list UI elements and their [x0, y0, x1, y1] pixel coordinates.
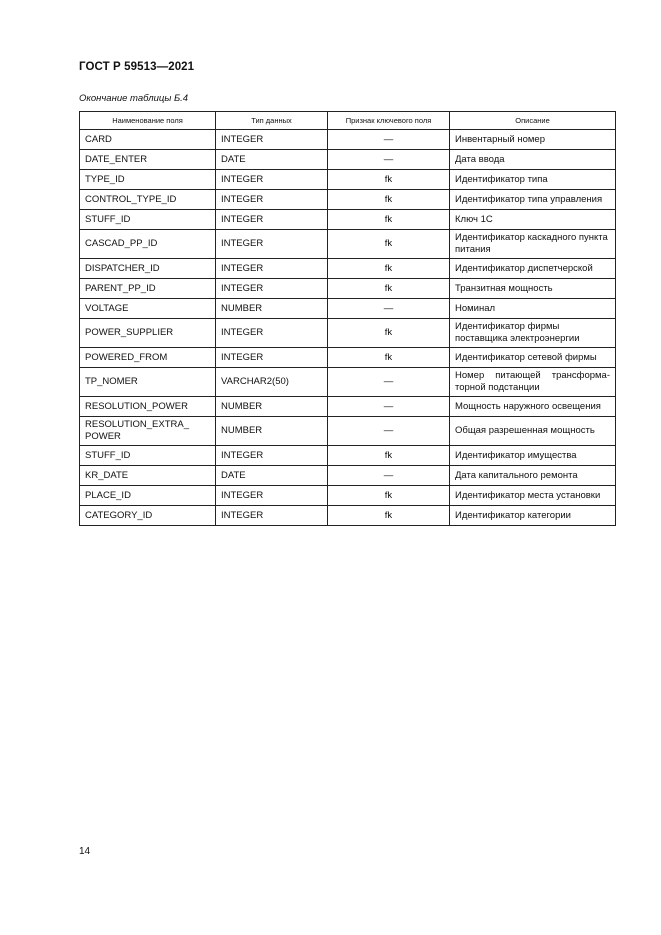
cell-key-flag: —: [328, 417, 450, 446]
table-body: [80, 130, 616, 526]
table-row: [80, 397, 616, 417]
document-header: ГОСТ Р 59513—2021: [79, 61, 195, 73]
table-row: [80, 259, 616, 279]
cell-description: Дата ввода: [450, 150, 616, 170]
cell-field-name: CASCAD_PP_ID: [80, 230, 216, 259]
cell-field-name: POWER_SUPPLIER: [80, 319, 216, 348]
cell-data-type: INTEGER: [216, 259, 328, 279]
table-row: [80, 348, 616, 368]
cell-data-type: NUMBER: [216, 417, 328, 446]
cell-field-name: DATE_ENTER: [80, 150, 216, 170]
cell-field-name: RESOLUTION_POWER: [80, 397, 216, 417]
table-row: [80, 446, 616, 466]
cell-key-flag: fk: [328, 446, 450, 466]
cell-key-flag: fk: [328, 348, 450, 368]
cell-field-name: KR_DATE: [80, 466, 216, 486]
cell-field-name: VOLTAGE: [80, 299, 216, 319]
cell-description: Идентификатор категории: [450, 506, 616, 526]
cell-data-type: DATE: [216, 466, 328, 486]
cell-description: Идентификатор каскадного пункта питания: [450, 230, 616, 259]
cell-field-name: CARD: [80, 130, 216, 150]
column-header-key-flag: Признак ключевого поля: [328, 112, 450, 130]
cell-data-type: INTEGER: [216, 446, 328, 466]
table-row: [80, 486, 616, 506]
cell-field-name: PLACE_ID: [80, 486, 216, 506]
cell-description: Идентификатор диспетчерской: [450, 259, 616, 279]
table-row: [80, 210, 616, 230]
cell-field-name: DISPATCHER_ID: [80, 259, 216, 279]
table-row: [80, 170, 616, 190]
cell-data-type: INTEGER: [216, 210, 328, 230]
cell-data-type: INTEGER: [216, 319, 328, 348]
cell-data-type: INTEGER: [216, 506, 328, 526]
table-row: [80, 417, 616, 446]
cell-field-name: TYPE_ID: [80, 170, 216, 190]
cell-data-type: NUMBER: [216, 299, 328, 319]
cell-field-name: STUFF_ID: [80, 210, 216, 230]
cell-description: Идентификатор места установки: [450, 486, 616, 506]
cell-key-flag: —: [328, 299, 450, 319]
cell-data-type: INTEGER: [216, 348, 328, 368]
cell-data-type: NUMBER: [216, 397, 328, 417]
table-caption: Окончание таблицы Б.4: [79, 93, 189, 104]
cell-data-type: DATE: [216, 150, 328, 170]
table-row: [80, 190, 616, 210]
cell-data-type: INTEGER: [216, 130, 328, 150]
fields-table: [79, 111, 616, 526]
cell-key-flag: fk: [328, 486, 450, 506]
cell-description: Мощность наружного освещения: [450, 397, 616, 417]
table-row: [80, 130, 616, 150]
table-row: [80, 150, 616, 170]
cell-description: Идентификатор сетевой фирмы: [450, 348, 616, 368]
cell-key-flag: fk: [328, 170, 450, 190]
table-row: [80, 466, 616, 486]
cell-data-type: INTEGER: [216, 486, 328, 506]
cell-description: Идентификатор фирмы поставщика электроэнергии: [450, 319, 616, 348]
cell-data-type: INTEGER: [216, 230, 328, 259]
cell-key-flag: fk: [328, 506, 450, 526]
cell-key-flag: fk: [328, 190, 450, 210]
cell-data-type: VARCHAR2(50): [216, 368, 328, 397]
cell-description: Номер питающей трансформа-торной подстанции: [450, 368, 616, 397]
cell-data-type: INTEGER: [216, 279, 328, 299]
cell-field-name: CONTROL_TYPE_ID: [80, 190, 216, 210]
cell-key-flag: fk: [328, 259, 450, 279]
cell-key-flag: fk: [328, 279, 450, 299]
table-row: [80, 506, 616, 526]
cell-description: Дата капитального ремонта: [450, 466, 616, 486]
cell-description: Ключ 1С: [450, 210, 616, 230]
cell-description: Номинал: [450, 299, 616, 319]
column-header-data-type: Тип данных: [216, 112, 328, 130]
cell-description: Транзитная мощность: [450, 279, 616, 299]
cell-field-name: CATEGORY_ID: [80, 506, 216, 526]
table-header-row: [80, 112, 616, 130]
cell-key-flag: —: [328, 150, 450, 170]
column-header-description: Описание: [450, 112, 616, 130]
table-row: [80, 299, 616, 319]
cell-key-flag: fk: [328, 319, 450, 348]
table-row: [80, 230, 616, 259]
cell-field-name: PARENT_PP_ID: [80, 279, 216, 299]
cell-key-flag: fk: [328, 210, 450, 230]
table-row: [80, 319, 616, 348]
cell-field-name: STUFF_ID: [80, 446, 216, 466]
cell-field-name: TP_NOMER: [80, 368, 216, 397]
cell-key-flag: fk: [328, 230, 450, 259]
table-row: [80, 368, 616, 397]
cell-description: Идентификатор типа управления: [450, 190, 616, 210]
cell-field-name: RESOLUTION_EXTRA_ POWER: [80, 417, 216, 446]
cell-data-type: INTEGER: [216, 170, 328, 190]
table-row: [80, 279, 616, 299]
cell-key-flag: —: [328, 397, 450, 417]
cell-description: Идентификатор типа: [450, 170, 616, 190]
cell-key-flag: —: [328, 130, 450, 150]
cell-description: Идентификатор имущества: [450, 446, 616, 466]
cell-key-flag: —: [328, 368, 450, 397]
cell-description: Инвентарный номер: [450, 130, 616, 150]
cell-field-name: POWERED_FROM: [80, 348, 216, 368]
table-header: [80, 112, 616, 130]
column-header-field-name: Наименование поля: [80, 112, 216, 130]
page-number: 14: [79, 846, 91, 857]
cell-description: Общая разрешенная мощность: [450, 417, 616, 446]
cell-data-type: INTEGER: [216, 190, 328, 210]
cell-key-flag: —: [328, 466, 450, 486]
